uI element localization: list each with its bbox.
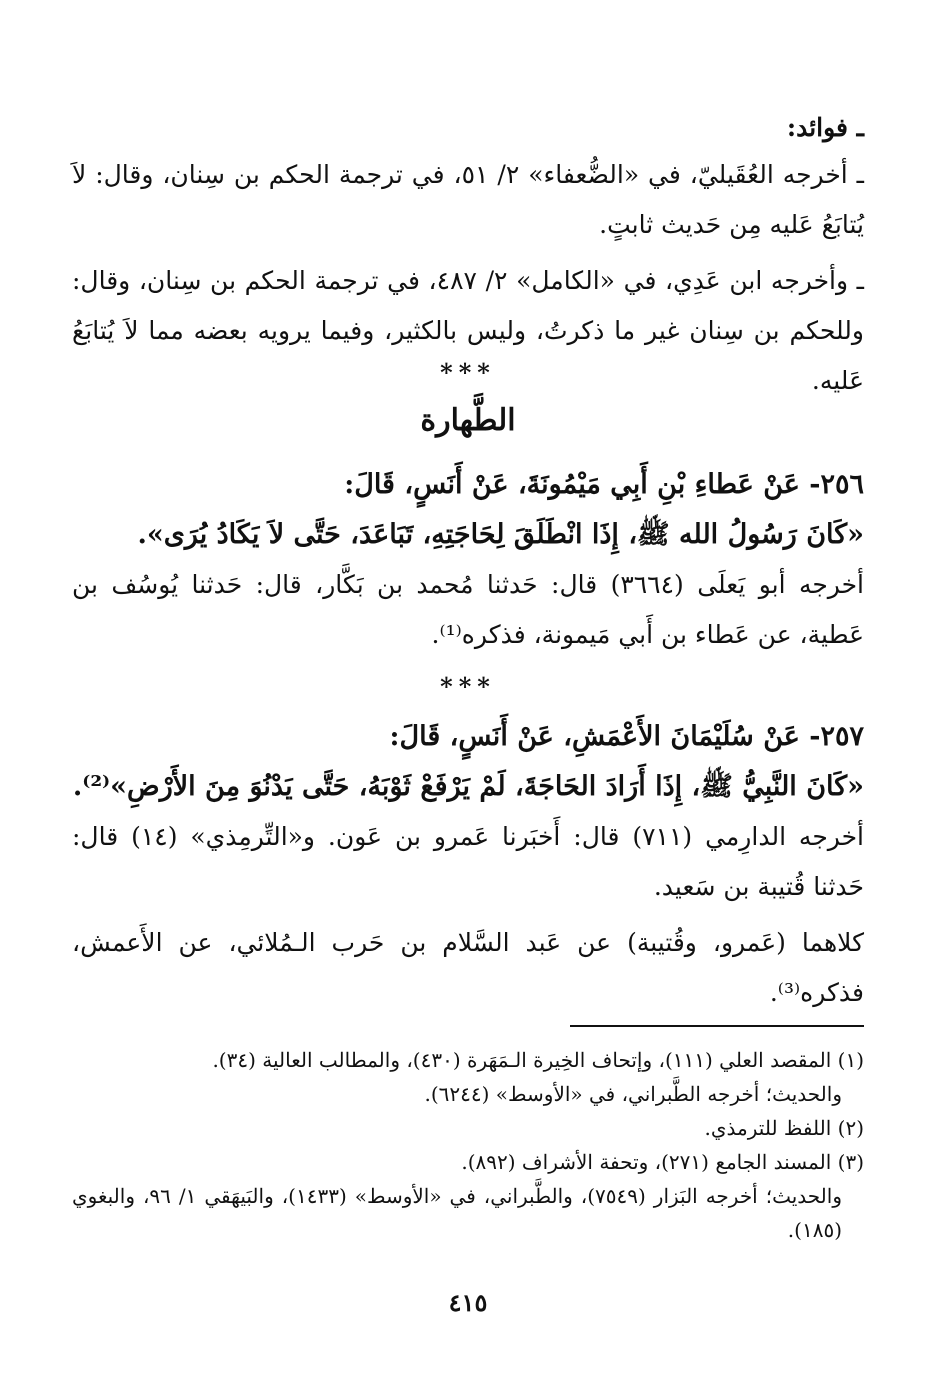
footnote-divider — [570, 1025, 864, 1027]
page-number: ٤١٥ — [448, 1288, 488, 1317]
footnotes — [72, 1043, 864, 1247]
hadith-256 — [72, 460, 864, 660]
fawaid-heading: ـ فوائد: — [786, 113, 864, 142]
hadith-257-takhrij-1: أخرجه الدارِمي (٧١١) قال: أَخبَرنا عَمرو بن عَون. و«التِّرمِذي» (١٤) قال: حَدثنا قُتيبة بن سَعيد. — [72, 822, 864, 901]
hadith-256-text: «كَانَ رَسُولُ الله ﷺ، إِذَا انْطَلَقَ لِحَاجَتِهِ، تَبَاعَدَ، حَتَّى لاَ يَكَادُ يُرَى». — [137, 519, 864, 550]
footnote-2: (٢) اللفظ للترمذي. — [704, 1116, 864, 1140]
fawaid-text-2: ـ وأخرجه ابن عَدِي، في «الكامل» ٢/ ٤٨٧، في ترجمة الحكم بن سِنان، وقال: وللحكم بن سِنان غير ما ذكرتُ، وليس بالكثير، وفيما يرويه بعضه مما لاَ يُتابَعُ عَليه. — [72, 266, 864, 395]
footnote-3-line-1: (٣) المسند الجامع (٢٧١)، وتحفة الأشراف (٨٩٢). — [461, 1150, 864, 1174]
hadith-257-takhrij-2: كلاهما (عَمرو، وقُتيبة) عن عَبد السَّلام بن حَرب الـمُلائي، عن الأَعمش، فذكره⁽³⁾. — [72, 928, 864, 1007]
hadith-257-text: «كَانَ النَّبِيُّ ﷺ، إِذَا أَرَادَ الحَاجَةَ، لَمْ يَرْفَعْ ثَوْبَهُ، حَتَّى يَدْنُوَ مِنَ الأَرْضِ»⁽²⁾. — [72, 771, 864, 802]
hadith-257-head: ٢٥٧- عَنْ سُلَيْمَانَ الأَعْمَشِ، عَنْ أَنَسٍ، قَالَ: — [389, 721, 864, 752]
separator-stars-2: *** — [440, 672, 496, 701]
footnote-3-line-2: والحديث؛ أخرجه البَزار (٧٥٤٩)، والطَّبراني، في «الأوسط» (١٤٣٣)، والبَيهَقي ١/ ٩٦، والبغوي (١٨٥). — [72, 1184, 842, 1242]
section-title: الطَّهارة — [420, 403, 516, 438]
hadith-257 — [72, 712, 864, 1018]
fawaid-section — [72, 108, 864, 148]
hadith-256-head: ٢٥٦- عَنْ عَطاءِ بْنِ أَبِي مَيْمُونَةَ، عَنْ أَنَسٍ، قَالَ: — [344, 469, 864, 500]
fawaid-paragraph-1 — [72, 150, 864, 250]
fawaid-text-1: ـ أخرجه العُقَيليّ، في «الضُّعفاء» ٢/ ٥١، في ترجمة الحكم بن سِنان، وقال: لاَ يُتابَعُ عَليه مِن حَديث ثابتٍ. — [72, 160, 865, 239]
hadith-256-takhrij: أخرجه أبو يَعلَى (٣٦٦٤) قال: حَدثنا مُحمد بن بَكَّار، قال: حَدثنا يُوسُف بن عَطية، عن عَطاء بن أَبي مَيمونة، فذكره⁽¹⁾. — [72, 570, 864, 649]
separator-stars-1: *** — [440, 358, 496, 387]
footnote-1-line-1: (١) المقصد العلي (١١١)، وإتحاف الخِيرة الـمَهَرة (٤٣٠)، والمطالب العالية (٣٤). — [212, 1048, 864, 1072]
footnote-1-line-2: والحديث؛ أخرجه الطَّبراني، في «الأوسط» (٦٢٤٤). — [424, 1082, 842, 1106]
